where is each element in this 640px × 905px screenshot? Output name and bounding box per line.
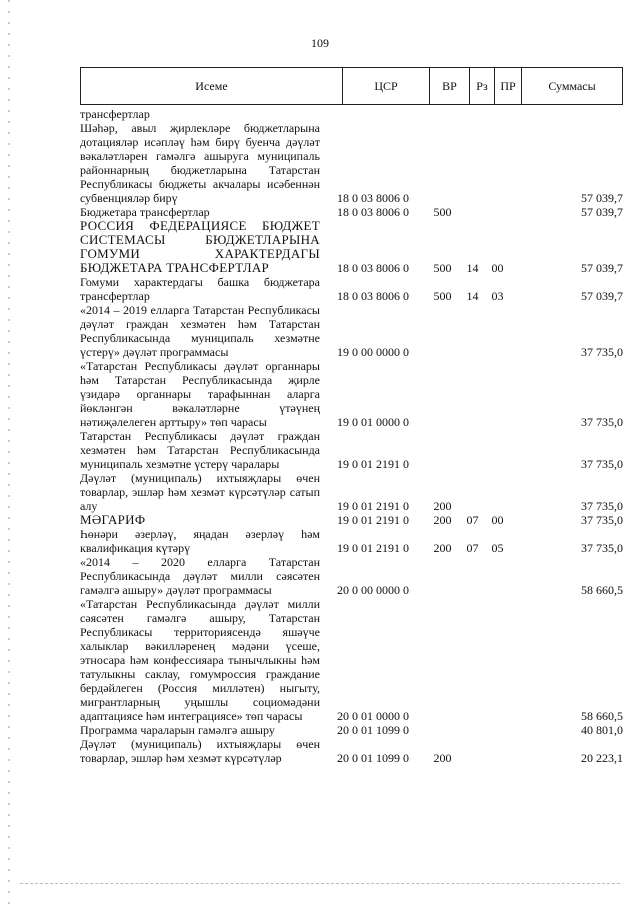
row-csr-code: 18 0 03 8006 0 xyxy=(337,261,409,275)
table-row xyxy=(80,723,623,737)
header-pr: ПР xyxy=(495,68,522,104)
row-name: трансфертлар xyxy=(80,107,150,121)
table-header xyxy=(80,67,623,105)
header-csr: ЦСР xyxy=(343,68,430,104)
row-name: «Татарстан Республикасында дәүләт милли сәясәтен гамәлгә ашыру, Татарстан Республикасы территориясендә яшәүче халыклар вәкилләренең мәдәни үсеше, этносара һәм конфессияара тынычлыкны һәм татулыкны саклау, гомумроссия граждание бердәйлеген (Россия милләтен) ныгыту, мигрантларның уңышлы социомәдәни адаптациясе һәм интеграциясе» төп чарасы xyxy=(80,597,320,723)
row-name: МӘГАРИФ xyxy=(80,512,146,527)
table-row xyxy=(80,471,623,513)
row-sum: 37 735,0 xyxy=(581,457,623,471)
row-sum: 37 735,0 xyxy=(581,499,623,513)
row-csr-code: 19 0 01 2191 0 xyxy=(337,499,409,513)
row-name: РОССИЯ ФЕДЕРАЦИЯСЕ БЮДЖЕТ СИСТЕМАСЫ БЮДЖЕТЛАРЫНА ГОМУМИ ХАРАКТЕРДАГЫ БЮДЖЕТАРА ТРАНСФЕРТЛАР xyxy=(80,218,320,275)
row-rz-code: 07 xyxy=(466,513,479,527)
row-csr-code: 20 0 01 0000 0 xyxy=(337,709,409,723)
row-sum: 57 039,7 xyxy=(581,261,623,275)
row-csr-code: 19 0 01 2191 0 xyxy=(337,513,409,527)
table-row xyxy=(80,527,623,555)
row-pr-code: 00 xyxy=(491,513,504,527)
row-sum: 57 039,7 xyxy=(581,289,623,303)
row-sum: 40 801,0 xyxy=(581,723,623,737)
table-row xyxy=(80,429,623,471)
table-row xyxy=(80,555,623,597)
page-number: 109 xyxy=(311,36,329,50)
table-row xyxy=(80,513,623,527)
row-csr-code: 19 0 01 2191 0 xyxy=(337,457,409,471)
row-pr-code: 00 xyxy=(491,261,504,275)
table-row xyxy=(80,303,623,359)
row-name: Шәһәр, авыл җирлекләре бюджетларына дотацияләр исәпләү һәм бирү буенча дәүләт вәкаләтләрен гамәлгә ашыруга муниципаль районнарның бюджетларына Татарстан Республикасы бюджеты акчалары исәбеннән субвенцияләр бирү xyxy=(80,121,320,205)
row-sum: 37 735,0 xyxy=(581,415,623,429)
row-name: Дәүләт (муниципаль) ихтыяҗлары өчен товарлар, эшләр һәм хезмәт күрсәтүләр сатып алу xyxy=(80,471,320,513)
row-csr-code: 18 0 03 8006 0 xyxy=(337,205,409,219)
row-pr-code: 03 xyxy=(491,289,504,303)
row-sum: 58 660,5 xyxy=(581,709,623,723)
header-vr: ВР xyxy=(430,68,470,104)
row-name: «2014 – 2020 елларга Татарстан Республикасында дәүләт милли сәясәтен гамәлгә ашыру» дәүләт программасы xyxy=(80,555,320,597)
row-vr-code: 500 xyxy=(433,205,452,219)
row-csr-code: 19 0 00 0000 0 xyxy=(337,345,409,359)
row-vr-code: 500 xyxy=(433,261,452,275)
header-sum: Суммасы xyxy=(548,78,596,93)
row-rz-code: 07 xyxy=(466,541,479,555)
table-body xyxy=(80,107,623,765)
table-row xyxy=(80,597,623,723)
table-row xyxy=(80,107,623,121)
row-csr-code: 18 0 03 8006 0 xyxy=(337,191,409,205)
row-csr-code: 18 0 03 8006 0 xyxy=(337,289,409,303)
row-sum: 37 735,0 xyxy=(581,513,623,527)
table-row xyxy=(80,359,623,429)
row-csr-code: 19 0 01 0000 0 xyxy=(337,415,409,429)
row-name: «2014 – 2019 елларга Татарстан Республикасы дәүләт граждан хезмәтен һәм Татарстан Республикасында муниципаль хезмәтне үстерү» дәүләт программасы xyxy=(80,303,320,359)
row-vr-code: 500 xyxy=(433,289,452,303)
row-name: Бюджетара трансфертлар xyxy=(80,205,210,219)
row-csr-code: 20 0 01 1099 0 xyxy=(337,723,409,737)
row-name: Программа чараларын гамәлгә ашыру xyxy=(80,723,275,737)
row-sum: 37 735,0 xyxy=(581,345,623,359)
row-csr-code: 20 0 01 1099 0 xyxy=(337,751,409,765)
row-sum: 20 223,1 xyxy=(581,751,623,765)
row-csr-code: 20 0 00 0000 0 xyxy=(337,583,409,597)
row-sum: 58 660,5 xyxy=(581,583,623,597)
row-sum: 37 735,0 xyxy=(581,541,623,555)
row-vr-code: 200 xyxy=(433,751,452,765)
row-vr-code: 200 xyxy=(433,541,452,555)
row-sum: 57 039,7 xyxy=(581,205,623,219)
row-sum: 57 039,7 xyxy=(581,191,623,205)
row-name: Һөнәри әзерләү, яңадан әзерләү һәм квалификация күтәрү xyxy=(80,527,320,555)
table-row xyxy=(80,737,623,765)
row-vr-code: 200 xyxy=(433,499,452,513)
row-name: Гомуми характердагы башка бюджетара трансфертлар xyxy=(80,275,320,303)
row-name: Дәүләт (муниципаль) ихтыяҗлары өчен товарлар, эшләр һәм хезмәт күрсәтүләр xyxy=(80,737,320,765)
row-name: «Татарстан Республикасы дәүләт органнары һәм Татарстан Республикасында җирле үзидарә органнары тарафыннан аларга йөкләнгән вәкаләтләрне үтәүнең нәтиҗәлелеген арттыру» төп чарасы xyxy=(80,359,320,429)
row-name: Татарстан Республикасы дәүләт граждан хезмәтен һәм Татарстан Республикасында муниципаль хезмәтне үстерү чаралары xyxy=(80,429,320,471)
row-vr-code: 200 xyxy=(433,513,452,527)
row-rz-code: 14 xyxy=(466,261,479,275)
row-csr-code: 19 0 01 2191 0 xyxy=(337,541,409,555)
table-row xyxy=(80,205,623,219)
table-row xyxy=(80,275,623,303)
table-row xyxy=(80,219,623,275)
header-name: Исеме xyxy=(81,68,343,104)
margin-binding-marks xyxy=(8,0,10,905)
header-rz: Рз xyxy=(470,68,495,104)
row-rz-code: 14 xyxy=(466,289,479,303)
row-pr-code: 05 xyxy=(491,541,504,555)
table-row xyxy=(80,121,623,205)
page-bottom-rule xyxy=(20,883,620,884)
